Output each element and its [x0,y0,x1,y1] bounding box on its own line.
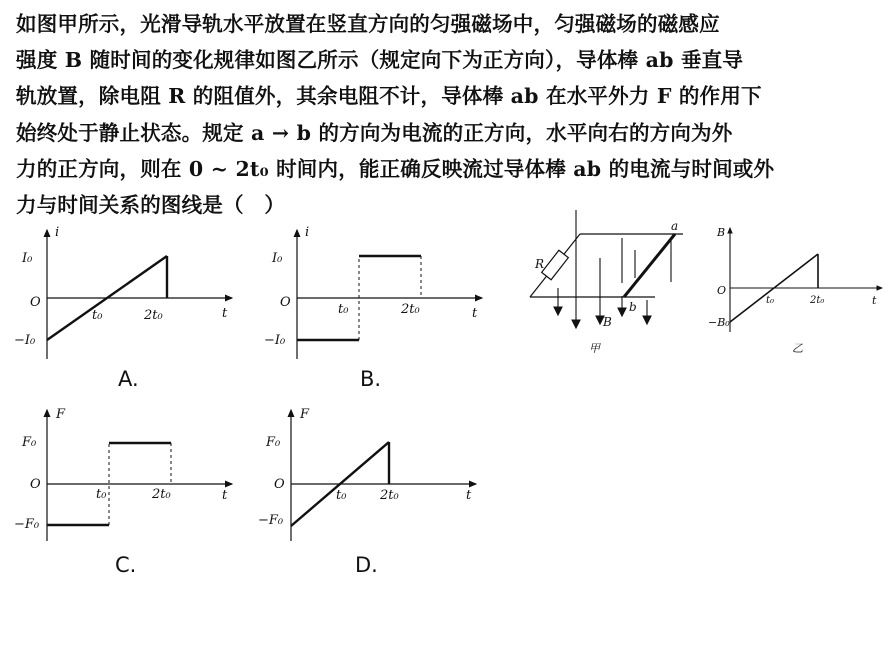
t1-label: t₀ [96,487,107,502]
y-axis-label: i [305,225,310,240]
y-axis-label: F [300,407,310,422]
figure-yi-caption: 乙 [792,342,803,355]
option-b-graph [264,224,494,364]
question-text [16,6,884,223]
question-line-3: 轨放置，除电阻 R 的阻值外，其余电阻不计，导体棒 ab 在水平外力 F 的作用下 [16,84,762,109]
option-a-label[interactable]: A. [118,367,139,391]
option-b-label[interactable]: B. [360,367,382,391]
question-line-6: 力与时间关系的图线是（ ） [16,193,286,218]
question-line-5: 力的正方向，则在 0 ~ 2t₀ 时间内，能正确反映流过导体棒 ab 的电流与时间或外 [16,156,775,181]
t2-label: 2t₀ [144,308,163,323]
t2-label: 2t₀ [380,488,399,503]
origin-label: O [30,295,41,310]
y-positive-label: F₀ [22,435,37,450]
figure-jia [525,208,715,358]
y-axis-label: B [717,226,726,239]
t1-label: t₀ [336,488,347,503]
x-axis-label: t [872,294,877,307]
y-positive-label: I₀ [272,251,283,266]
y-negative-label: −F₀ [14,517,40,532]
t1-label: t₀ [766,295,775,306]
x-axis-label: t [472,306,478,321]
question-line-4: 始终处于静止状态。规定 a → b 的方向为电流的正方向，水平向右的方向为外 [16,120,733,145]
origin-label: O [717,284,727,297]
resistor-label: R [535,257,545,271]
option-a-graph [14,224,244,364]
rod-bottom-label: b [629,300,637,314]
y-positive-label: F₀ [266,435,281,450]
t2-label: 2t₀ [152,487,171,502]
y-positive-label: I₀ [22,251,33,266]
question-line-1: 如图甲所示，光滑导轨水平放置在竖直方向的匀强磁场中，匀强磁场的磁感应 [16,12,720,36]
t2-label: 2t₀ [401,302,420,317]
origin-label: O [274,477,285,492]
figure-yi [708,222,887,362]
y-axis-label: F [56,407,66,422]
t2-label: 2t₀ [810,295,825,306]
x-axis-label: t [222,488,228,503]
field-label: B [603,315,612,329]
option-c-label[interactable]: C. [115,553,137,577]
rod-top-label: a [671,219,679,233]
y-negative-label: −I₀ [14,333,36,348]
question-line-2: 强度 B 随时间的变化规律如图乙所示（规定向下为正方向），导体棒 ab 垂直导 [16,48,744,73]
y-negative-label: −B₀ [708,316,730,329]
x-axis-label: t [222,306,228,321]
origin-label: O [280,295,291,310]
option-d-label[interactable]: D. [355,553,378,577]
figure-jia-caption: 甲 [589,342,600,355]
resistor [542,250,569,279]
option-c-graph [14,406,244,546]
rod-ab [624,234,675,297]
y-negative-label: −F₀ [258,513,284,528]
t1-label: t₀ [338,302,349,317]
option-d-graph [258,406,488,546]
y-axis-label: i [55,225,60,240]
field-lines [554,210,671,328]
origin-label: O [30,477,41,492]
t1-label: t₀ [92,308,103,323]
x-axis-label: t [466,488,472,503]
y-negative-label: −I₀ [264,333,286,348]
